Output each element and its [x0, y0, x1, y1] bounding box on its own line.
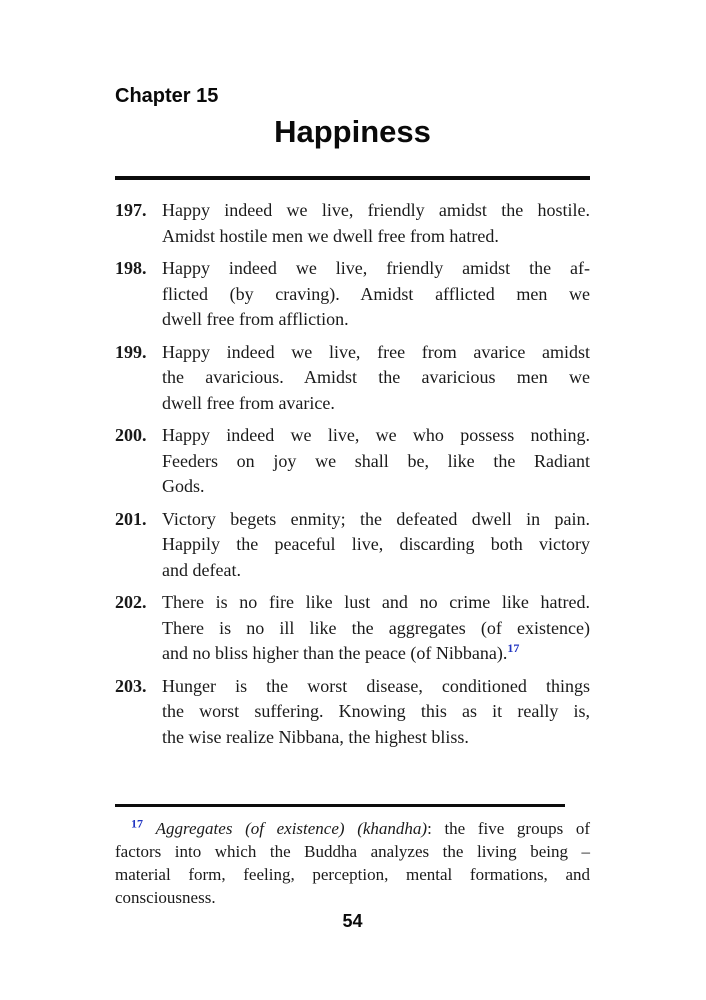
verse-line: Hunger is the worst disease, conditioned things — [162, 675, 590, 696]
verse-line: the avaricious. Amidst the avaricious men we — [162, 367, 590, 387]
verse-body — [162, 340, 590, 417]
verse-line: Happy indeed we live, friendly amidst the hostile. — [162, 200, 590, 220]
verse-number: 199. — [115, 341, 147, 362]
verse-197 — [115, 198, 590, 249]
verse-line: dwell free from avarice. — [162, 392, 335, 413]
footnote-ref-marker[interactable]: 17 — [507, 641, 520, 655]
footnote — [115, 817, 590, 909]
verse-line: flicted (by craving). Amidst afflicted men we — [162, 283, 590, 304]
page-number: 54 — [342, 911, 363, 931]
footnote-line: consciousness. — [115, 888, 216, 907]
verse-line: Happily the peaceful live, discarding both victory — [162, 534, 590, 554]
verse-200 — [115, 423, 590, 500]
verse-body — [162, 507, 590, 584]
verse-line: Victory begets enmity; the defeated dwell in pain. — [162, 508, 590, 529]
verse-198 — [115, 256, 590, 333]
verse-body — [162, 423, 590, 500]
verse-line: Happy indeed we live, free from avarice amidst — [162, 341, 590, 362]
verse-line: There is no ill like the aggregates (of existence) — [162, 617, 590, 638]
chapter-label: Chapter 15 — [115, 85, 219, 107]
verse-line: Amidst hostile men we dwell free from hatred. — [162, 225, 499, 246]
verse-body — [162, 590, 590, 667]
verse-line-text: and no bliss higher than the peace (of Nibbana). — [162, 643, 508, 663]
footnote-line: factors into which the Buddha analyzes the living being – — [115, 842, 590, 861]
verse-number: 201. — [115, 508, 147, 529]
verse-line: There is no fire like lust and no crime like hatred. — [162, 592, 590, 612]
verse-number: 197. — [115, 200, 147, 220]
verse-line: the wise realize Nibbana, the highest bliss. — [162, 726, 469, 747]
verse-number: 198. — [115, 258, 147, 278]
verse-line: Happy indeed we live, we who possess nothing. — [162, 425, 590, 445]
footnote-line: material form, feeling, perception, mental formations, and — [115, 865, 590, 884]
verse-line: Feeders on joy we shall be, like the Radiant — [162, 450, 590, 471]
footnote-line — [115, 817, 590, 840]
verse-number: 203. — [115, 675, 147, 696]
verse-number: 202. — [115, 592, 147, 612]
verse-line: dwell free from affliction. — [162, 309, 349, 329]
verse-line — [162, 641, 590, 667]
verse-202 — [115, 590, 590, 667]
page-title: Happiness — [274, 114, 431, 149]
verse-201 — [115, 507, 590, 584]
verse-line: Happy indeed we live, friendly amidst the af- — [162, 258, 590, 278]
page-content — [115, 0, 590, 932]
verse-line: and defeat. — [162, 559, 241, 580]
verse-203 — [115, 674, 590, 751]
footnote-term: Aggregates (of existence) (khandha) — [155, 819, 428, 838]
verse-199 — [115, 340, 590, 417]
footnote-ref-marker[interactable]: 17 — [131, 816, 143, 831]
header-rule — [115, 176, 590, 180]
verse-number: 200. — [115, 425, 147, 445]
verse-line: the worst suffering. Knowing this as it really is, — [162, 701, 590, 721]
verse-body — [162, 674, 590, 751]
footnote-text: : the five groups of — [427, 819, 590, 838]
verse-body — [162, 198, 590, 249]
footnote-rule — [115, 804, 565, 807]
verse-body — [162, 256, 590, 333]
verse-line: Gods. — [162, 476, 205, 496]
verse-list — [115, 198, 590, 750]
